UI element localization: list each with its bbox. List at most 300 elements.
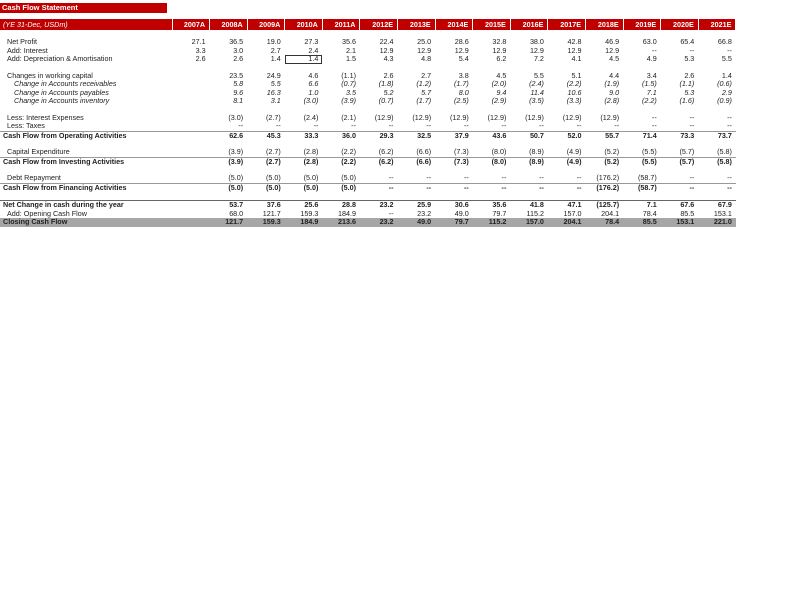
value-cell[interactable]: (3.0) (303, 97, 319, 105)
value-cell[interactable]: 33.3 (304, 131, 319, 140)
value-cell[interactable]: (5.7) (679, 157, 695, 166)
value-cell[interactable]: 36.5 (229, 38, 244, 46)
empty-cell[interactable] (473, 30, 511, 38)
value-cell[interactable]: -- (689, 113, 695, 122)
value-cell[interactable]: (3.9) (341, 97, 356, 105)
value-cell[interactable]: 3.8 (458, 71, 469, 80)
value-cell[interactable]: (12.9) (412, 113, 432, 122)
value-cell[interactable]: 2.6 (195, 55, 206, 63)
value-cell[interactable]: 5.7 (421, 88, 432, 97)
value-cell[interactable]: 55.7 (605, 131, 620, 140)
value-cell[interactable]: 25.0 (417, 38, 432, 46)
empty-cell[interactable] (661, 166, 699, 174)
value-cell[interactable]: -- (247, 122, 285, 131)
value-cell[interactable]: 5.2 (383, 88, 394, 97)
value-cell[interactable]: (5.0) (285, 174, 323, 183)
empty-cell[interactable] (247, 192, 285, 201)
empty-cell[interactable] (322, 140, 360, 148)
value-cell[interactable]: 79.7 (435, 218, 473, 227)
value-cell[interactable]: -- (435, 174, 473, 183)
empty-cell[interactable] (623, 166, 661, 174)
value-cell[interactable]: 73.3 (680, 131, 695, 140)
empty-cell[interactable] (322, 64, 360, 72)
value-cell[interactable]: 3.5 (345, 88, 356, 97)
row-label-cell[interactable]: Less: Taxes (0, 122, 172, 131)
value-cell[interactable]: 29.3 (379, 131, 394, 140)
row-label-cell[interactable]: Net Change in cash during the year (0, 201, 172, 210)
value-cell[interactable]: 23.2 (360, 201, 398, 210)
value-cell[interactable]: (5.8) (717, 157, 732, 166)
value-cell[interactable]: -- (651, 113, 657, 122)
value-cell[interactable]: (0.7) (378, 97, 394, 105)
value-cell[interactable]: -- (360, 122, 398, 131)
empty-cell[interactable] (510, 166, 548, 174)
row-label-cell[interactable]: Change in Accounts inventory (14, 97, 110, 105)
value-cell[interactable]: 115.2 (473, 218, 511, 227)
value-cell[interactable] (172, 72, 210, 81)
value-cell[interactable]: 2.9 (721, 88, 732, 97)
value-cell[interactable]: 7.2 (533, 55, 544, 63)
empty-cell[interactable] (435, 140, 473, 148)
value-cell[interactable]: (5.5) (641, 157, 657, 166)
value-cell[interactable]: -- (510, 174, 548, 183)
value-cell[interactable]: 30.6 (435, 201, 473, 210)
year-header-cell[interactable]: 2016E (510, 19, 548, 30)
row-label-cell[interactable]: Less: Interest Expenses (7, 113, 84, 122)
value-cell[interactable]: 2.4 (308, 46, 319, 55)
value-cell[interactable]: 5.3 (684, 55, 695, 63)
empty-cell[interactable] (210, 140, 248, 148)
empty-cell[interactable] (435, 30, 473, 38)
value-cell[interactable]: 27.3 (304, 38, 319, 46)
empty-cell[interactable] (322, 192, 360, 201)
value-cell[interactable] (172, 114, 210, 123)
value-cell[interactable]: (125.7) (586, 201, 624, 210)
empty-cell[interactable] (435, 166, 473, 174)
value-cell[interactable]: 5.5 (721, 55, 732, 63)
value-cell[interactable]: -- (285, 122, 323, 131)
value-cell[interactable]: -- (689, 183, 695, 192)
value-cell[interactable]: 23.5 (229, 71, 244, 80)
value-cell[interactable]: (58.7) (637, 183, 657, 192)
value-cell[interactable]: -- (473, 122, 511, 131)
value-cell[interactable]: 53.7 (210, 201, 248, 210)
value-cell[interactable] (172, 210, 210, 219)
empty-cell[interactable] (360, 192, 398, 201)
value-cell[interactable]: -- (727, 183, 732, 192)
value-cell[interactable]: 45.3 (266, 131, 281, 140)
value-cell[interactable]: (3.5) (529, 97, 544, 105)
value-cell[interactable]: 35.6 (341, 38, 356, 46)
value-cell[interactable]: 7.1 (646, 88, 657, 97)
empty-cell[interactable] (285, 64, 323, 72)
value-cell[interactable]: 23.2 (417, 209, 432, 218)
value-cell[interactable]: -- (698, 174, 736, 183)
value-cell[interactable]: 67.9 (698, 201, 736, 210)
value-cell[interactable]: 19.0 (266, 38, 281, 46)
value-cell[interactable]: 5.5 (270, 80, 281, 88)
value-cell[interactable]: (2.8) (604, 97, 620, 105)
empty-cell[interactable] (210, 30, 248, 38)
value-cell[interactable]: 1.0 (308, 88, 319, 97)
value-cell[interactable]: 115.2 (526, 209, 544, 218)
row-label-cell[interactable]: Debt Repayment (0, 174, 172, 183)
year-header-cell[interactable]: 2013E (398, 19, 436, 30)
value-cell[interactable]: 2.7 (270, 46, 281, 55)
empty-cell[interactable] (0, 64, 172, 72)
empty-cell[interactable] (398, 106, 436, 114)
value-cell[interactable]: (5.0) (228, 183, 244, 192)
value-cell[interactable]: (2.4) (529, 80, 544, 88)
value-cell[interactable] (172, 131, 210, 140)
value-cell[interactable]: (1.7) (416, 97, 432, 105)
value-cell[interactable]: 1.4 (270, 55, 281, 63)
value-cell[interactable]: (0.6) (717, 80, 732, 88)
value-cell[interactable]: 37.6 (247, 201, 285, 210)
value-cell[interactable]: -- (463, 183, 469, 192)
value-cell[interactable]: (176.2) (586, 174, 624, 183)
empty-cell[interactable] (473, 64, 511, 72)
value-cell[interactable]: 2.6 (684, 71, 695, 80)
empty-cell[interactable] (172, 192, 210, 201)
value-cell[interactable]: 36.0 (341, 131, 356, 140)
empty-cell[interactable] (510, 30, 548, 38)
value-cell[interactable]: (6.2) (360, 148, 398, 157)
value-cell[interactable]: 5.1 (571, 71, 582, 80)
value-cell[interactable]: 9.4 (496, 88, 507, 97)
value-cell[interactable]: 1.4 (721, 71, 732, 80)
value-cell[interactable]: 4.5 (609, 55, 620, 63)
value-cell[interactable]: 153.1 (713, 209, 732, 218)
value-cell[interactable]: -- (727, 46, 732, 55)
value-cell[interactable]: (2.9) (491, 97, 507, 105)
value-cell[interactable]: 12.9 (529, 46, 544, 55)
row-label-cell[interactable]: Add: Opening Cash Flow (7, 209, 87, 218)
empty-cell[interactable] (210, 192, 248, 201)
value-cell[interactable]: 46.9 (605, 38, 620, 46)
value-cell[interactable]: 4.9 (646, 55, 657, 63)
value-cell[interactable]: -- (473, 174, 511, 183)
year-header-cell[interactable]: 2015E (473, 19, 511, 30)
value-cell[interactable]: (2.2) (322, 148, 360, 157)
value-cell[interactable]: 28.6 (454, 38, 469, 46)
empty-cell[interactable] (435, 64, 473, 72)
value-cell[interactable]: (5.0) (322, 174, 360, 183)
value-cell[interactable]: (3.9) (228, 157, 244, 166)
year-header-cell[interactable]: 2009A (247, 19, 285, 30)
value-cell[interactable]: (5.0) (210, 174, 248, 183)
value-cell[interactable]: 4.5 (496, 71, 507, 80)
value-cell[interactable]: 121.7 (262, 209, 281, 218)
value-cell[interactable] (172, 122, 210, 131)
empty-cell[interactable] (623, 140, 661, 148)
year-header-cell[interactable]: 2019E (623, 19, 661, 30)
empty-cell[interactable] (623, 30, 661, 38)
value-cell[interactable]: -- (548, 174, 586, 183)
empty-cell[interactable] (698, 64, 736, 72)
empty-cell[interactable] (0, 166, 172, 174)
row-label-cell[interactable]: Add: Interest (7, 46, 48, 55)
value-cell[interactable]: 85.5 (680, 209, 695, 218)
value-cell[interactable]: 43.6 (492, 131, 507, 140)
value-cell[interactable]: (2.2) (641, 97, 657, 105)
value-cell[interactable]: 157.0 (563, 209, 582, 218)
row-label-cell[interactable]: Changes in working capital (7, 71, 93, 80)
year-header-cell[interactable]: 2007A (172, 19, 210, 30)
value-cell[interactable]: (4.9) (548, 148, 586, 157)
value-cell[interactable]: 204.1 (601, 209, 620, 218)
empty-cell[interactable] (322, 106, 360, 114)
value-cell[interactable] (172, 148, 210, 157)
value-cell[interactable]: 5.5 (533, 71, 544, 80)
row-label-cell[interactable]: Cash Flow from Investing Activities (3, 157, 125, 166)
empty-cell[interactable] (661, 192, 699, 201)
value-cell[interactable]: (2.0) (491, 80, 507, 88)
value-cell[interactable]: 12.9 (417, 46, 432, 55)
value-cell[interactable]: 157.0 (510, 218, 548, 227)
empty-cell[interactable] (473, 166, 511, 174)
value-cell[interactable]: (2.7) (266, 157, 281, 166)
year-header-cell[interactable]: 2018E (586, 19, 624, 30)
value-cell[interactable]: 1.4 (285, 55, 323, 64)
value-cell[interactable]: -- (322, 122, 360, 131)
value-cell[interactable]: 3.3 (195, 46, 206, 55)
value-cell[interactable]: (1.1) (341, 71, 356, 80)
empty-cell[interactable] (322, 30, 360, 38)
value-cell[interactable]: -- (698, 122, 736, 131)
value-cell[interactable]: 79.7 (492, 209, 507, 218)
value-cell[interactable]: (5.0) (247, 174, 285, 183)
value-cell[interactable]: -- (435, 122, 473, 131)
value-cell[interactable]: (7.3) (435, 148, 473, 157)
value-cell[interactable]: 71.4 (642, 131, 657, 140)
empty-cell[interactable] (548, 30, 586, 38)
value-cell[interactable]: 49.0 (454, 209, 469, 218)
value-cell[interactable]: 68.0 (229, 209, 244, 218)
value-cell[interactable]: (5.5) (623, 148, 661, 157)
empty-cell[interactable] (510, 192, 548, 201)
value-cell[interactable]: (0.9) (717, 97, 732, 105)
empty-cell[interactable] (510, 106, 548, 114)
empty-cell[interactable] (586, 166, 624, 174)
empty-cell[interactable] (586, 30, 624, 38)
year-header-cell[interactable]: 2008A (210, 19, 248, 30)
value-cell[interactable]: 78.4 (586, 218, 624, 227)
value-cell[interactable]: (5.7) (661, 148, 699, 157)
value-cell[interactable]: -- (398, 174, 436, 183)
empty-cell[interactable] (172, 106, 210, 114)
value-cell[interactable]: 67.6 (661, 201, 699, 210)
value-cell[interactable] (172, 157, 210, 166)
value-cell[interactable]: 49.0 (398, 218, 436, 227)
empty-cell[interactable] (510, 140, 548, 148)
empty-cell[interactable] (322, 166, 360, 174)
value-cell[interactable]: 184.9 (337, 209, 356, 218)
value-cell[interactable]: 4.4 (609, 71, 620, 80)
value-cell[interactable]: 41.8 (510, 201, 548, 210)
value-cell[interactable]: 12.9 (567, 46, 582, 55)
empty-cell[interactable] (360, 166, 398, 174)
row-label-cell[interactable]: Cash Flow from Financing Activities (3, 183, 127, 192)
value-cell[interactable]: (2.8) (303, 157, 319, 166)
empty-cell[interactable] (172, 166, 210, 174)
value-cell[interactable]: (1.1) (679, 80, 695, 88)
value-cell[interactable]: (5.2) (586, 148, 624, 157)
value-cell[interactable]: -- (360, 174, 398, 183)
value-cell[interactable]: (1.6) (679, 97, 695, 105)
value-cell[interactable]: (2.4) (303, 113, 319, 122)
empty-cell[interactable] (398, 192, 436, 201)
empty-cell[interactable] (586, 64, 624, 72)
empty-cell[interactable] (548, 140, 586, 148)
empty-cell[interactable] (172, 140, 210, 148)
value-cell[interactable]: -- (501, 183, 507, 192)
empty-cell[interactable] (586, 106, 624, 114)
row-label-cell[interactable]: Closing Cash Flow (0, 218, 172, 227)
value-cell[interactable]: -- (539, 183, 544, 192)
value-cell[interactable]: (176.2) (596, 183, 620, 192)
value-cell[interactable]: (12.9) (449, 113, 469, 122)
empty-cell[interactable] (0, 30, 172, 38)
value-cell[interactable]: (3.0) (228, 113, 244, 122)
value-cell[interactable]: (6.2) (378, 157, 394, 166)
empty-cell[interactable] (285, 30, 323, 38)
value-cell[interactable]: 47.1 (548, 201, 586, 210)
value-cell[interactable] (172, 89, 210, 98)
value-cell[interactable]: 2.6 (233, 55, 244, 63)
value-cell[interactable]: 27.1 (191, 38, 206, 46)
value-cell[interactable]: -- (661, 174, 699, 183)
value-cell[interactable]: (5.8) (698, 148, 736, 157)
value-cell[interactable]: (0.7) (341, 80, 356, 88)
empty-cell[interactable] (0, 106, 172, 114)
value-cell[interactable]: -- (727, 113, 732, 122)
empty-cell[interactable] (398, 64, 436, 72)
value-cell[interactable]: 85.5 (623, 218, 661, 227)
year-header-cell[interactable]: 2017E (548, 19, 586, 30)
empty-cell[interactable] (0, 192, 172, 201)
value-cell[interactable] (172, 97, 210, 106)
value-cell[interactable]: -- (388, 209, 394, 218)
value-cell[interactable]: -- (651, 46, 657, 55)
empty-cell[interactable] (398, 166, 436, 174)
value-cell[interactable]: (8.0) (473, 148, 511, 157)
value-cell[interactable]: -- (623, 122, 661, 131)
value-cell[interactable]: 6.2 (496, 55, 507, 63)
empty-cell[interactable] (698, 166, 736, 174)
row-label-cell[interactable]: Change in Accounts receivables (14, 80, 117, 88)
value-cell[interactable]: (6.6) (398, 148, 436, 157)
value-cell[interactable]: (1.2) (416, 80, 432, 88)
row-label-cell[interactable]: Add: Depreciation & Amortisation (7, 55, 113, 63)
value-cell[interactable]: (2.8) (285, 148, 323, 157)
empty-cell[interactable] (473, 192, 511, 201)
value-cell[interactable]: (2.2) (341, 157, 356, 166)
empty-cell[interactable] (548, 192, 586, 201)
empty-cell[interactable] (360, 140, 398, 148)
row-label-cell[interactable]: Cash Flow from Operating Activities (3, 131, 127, 140)
value-cell[interactable]: (58.7) (623, 174, 661, 183)
value-cell[interactable]: 8.0 (458, 88, 469, 97)
empty-cell[interactable] (473, 140, 511, 148)
value-cell[interactable]: 35.6 (473, 201, 511, 210)
value-cell[interactable]: 12.9 (454, 46, 469, 55)
value-cell[interactable]: 159.3 (247, 218, 285, 227)
value-cell[interactable]: (3.3) (566, 97, 582, 105)
value-cell[interactable]: 25.9 (398, 201, 436, 210)
value-cell[interactable] (172, 201, 210, 210)
empty-cell[interactable] (548, 106, 586, 114)
value-cell[interactable]: -- (689, 46, 695, 55)
empty-cell[interactable] (661, 64, 699, 72)
value-cell[interactable]: 159.3 (300, 209, 319, 218)
year-header-cell[interactable]: 2012E (360, 19, 398, 30)
row-label-cell[interactable]: Net Profit (7, 38, 37, 46)
value-cell[interactable]: (2.2) (566, 80, 582, 88)
value-cell[interactable]: 4.3 (383, 55, 394, 63)
value-cell[interactable]: 153.1 (661, 218, 699, 227)
value-cell[interactable]: 5.4 (458, 55, 469, 63)
value-cell[interactable]: 23.2 (360, 218, 398, 227)
value-cell[interactable]: (12.9) (374, 113, 394, 122)
value-cell[interactable]: 25.6 (285, 201, 323, 210)
empty-cell[interactable] (435, 192, 473, 201)
empty-cell[interactable] (473, 106, 511, 114)
empty-cell[interactable] (210, 106, 248, 114)
empty-cell[interactable] (0, 140, 172, 148)
value-cell[interactable]: -- (586, 122, 624, 131)
empty-cell[interactable] (548, 64, 586, 72)
value-cell[interactable]: 22.4 (379, 38, 394, 46)
value-cell[interactable]: 16.3 (266, 88, 281, 97)
empty-cell[interactable] (661, 140, 699, 148)
value-cell[interactable]: 3.1 (270, 97, 281, 105)
empty-cell[interactable] (548, 166, 586, 174)
value-cell[interactable]: (2.7) (266, 113, 281, 122)
value-cell[interactable]: (2.5) (453, 97, 469, 105)
value-cell[interactable]: 28.8 (322, 201, 360, 210)
year-header-cell[interactable]: 2020E (661, 19, 699, 30)
value-cell[interactable]: 9.6 (233, 88, 244, 97)
empty-cell[interactable] (510, 64, 548, 72)
empty-cell[interactable] (247, 30, 285, 38)
empty-cell[interactable] (285, 140, 323, 148)
empty-cell[interactable] (247, 140, 285, 148)
value-cell[interactable]: (12.9) (600, 113, 620, 122)
value-cell[interactable]: (1.8) (378, 80, 394, 88)
value-cell[interactable]: 213.6 (322, 218, 360, 227)
value-cell[interactable]: 2.1 (345, 46, 356, 55)
value-cell[interactable]: 32.5 (417, 131, 432, 140)
value-cell[interactable]: 12.9 (492, 46, 507, 55)
value-cell[interactable]: 5.8 (233, 80, 244, 88)
value-cell[interactable]: (12.9) (487, 113, 507, 122)
value-cell[interactable]: (1.9) (604, 80, 620, 88)
value-cell[interactable]: 4.6 (308, 71, 319, 80)
empty-cell[interactable] (247, 64, 285, 72)
value-cell[interactable]: (3.9) (210, 148, 248, 157)
value-cell[interactable]: 184.9 (285, 218, 323, 227)
empty-cell[interactable] (398, 30, 436, 38)
row-label-cell[interactable]: Change in Accounts payables (14, 88, 109, 97)
value-cell[interactable]: 78.4 (642, 209, 657, 218)
empty-cell[interactable] (210, 166, 248, 174)
value-cell[interactable]: 3.0 (233, 46, 244, 55)
value-cell[interactable]: -- (388, 183, 394, 192)
value-cell[interactable]: 1.5 (345, 55, 356, 63)
value-cell[interactable]: -- (661, 122, 699, 131)
value-cell[interactable]: 8.1 (233, 97, 244, 105)
